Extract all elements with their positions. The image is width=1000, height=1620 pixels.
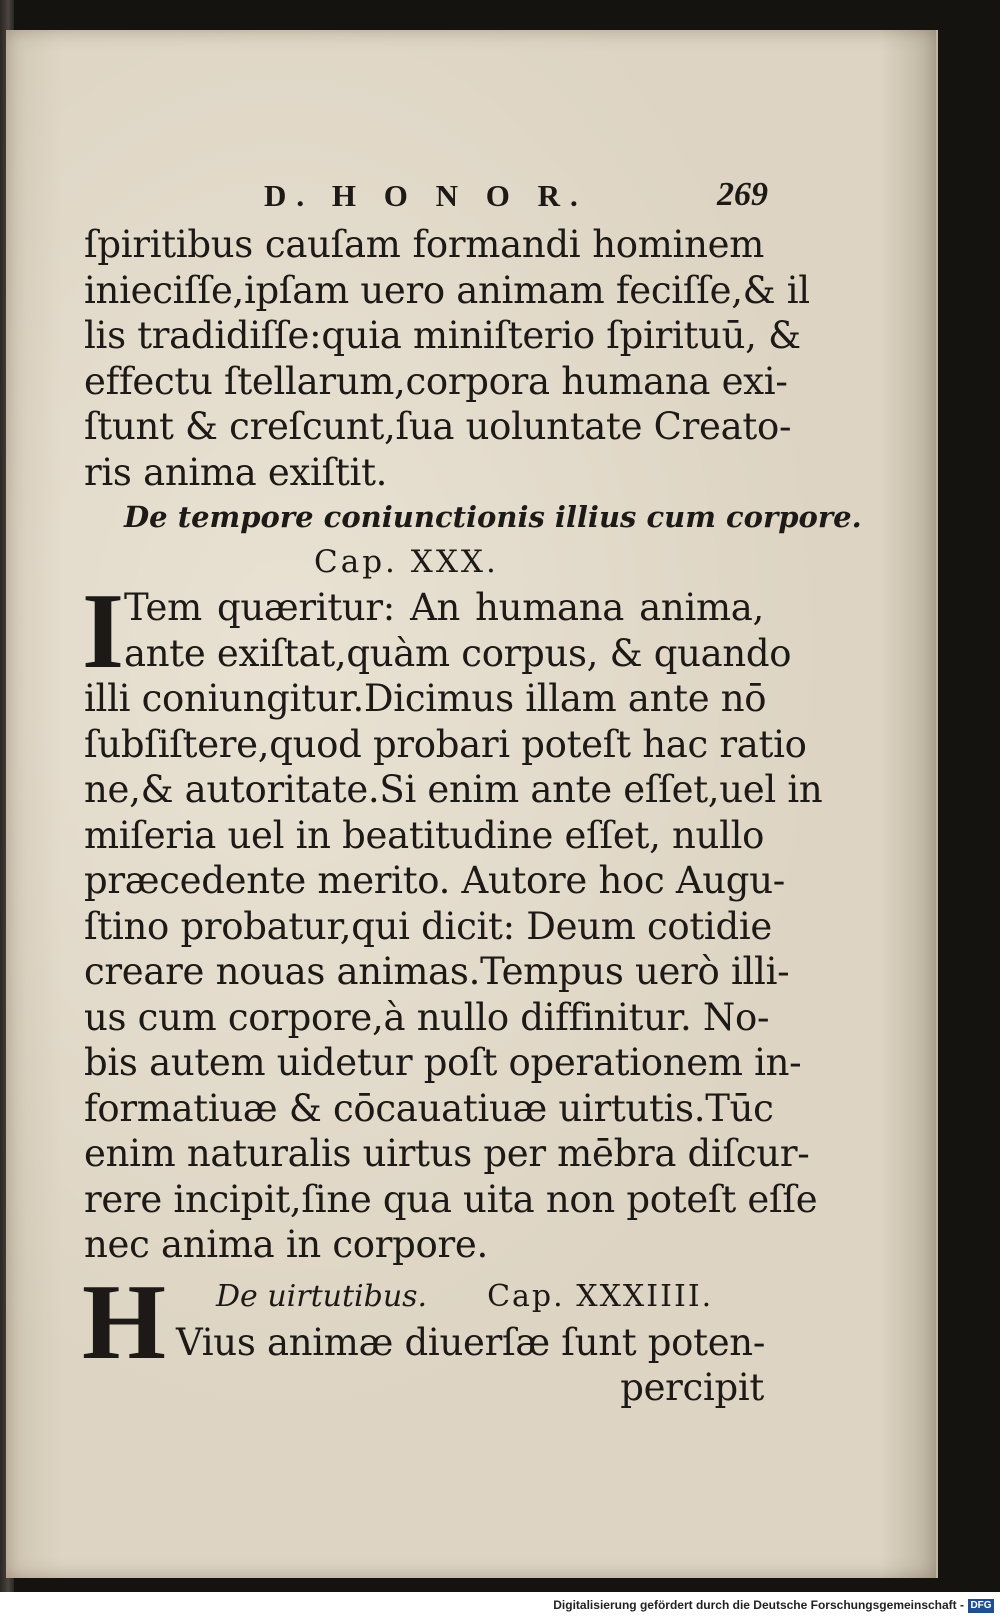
- dfg-logo-icon: DFG: [968, 1599, 994, 1613]
- text-line: bis autem uidetur poſt operationem in-: [84, 1041, 802, 1084]
- text-line: miſeria uel in beatitudine eſſet, nullo: [84, 813, 765, 857]
- section-heading: De uirtutibus.: [216, 1278, 428, 1314]
- text-line: illi coniungitur.Dicimus illam ante nō: [84, 677, 767, 720]
- drop-cap-initial: H: [82, 1262, 167, 1382]
- text-line: ſtino probatur,qui dicit: Deum cotidie: [84, 904, 772, 948]
- text-line: nec anima in corpore.: [84, 1223, 488, 1266]
- text-line: ſubſiſtere,quod probari poteſt hac ratio: [84, 722, 807, 766]
- section-heading: De tempore coniunctionis illius cum corpore.: [124, 500, 862, 534]
- text-line: ſpiritibus cauſam formandi hominem: [84, 223, 764, 266]
- digitization-footer: [0, 1592, 1000, 1620]
- text-line: ne,& autoritate.Si enim ante eſſet,uel in: [84, 768, 823, 811]
- second-section: [82, 1262, 766, 1411]
- text-line: Vius animæ diuerſæ ſunt poten-: [176, 1320, 766, 1364]
- second-section-heading: [84, 1274, 764, 1320]
- book-page: [6, 30, 938, 1578]
- running-head: [84, 170, 768, 222]
- chapter-label: Cap. XXXIIII.: [487, 1278, 714, 1314]
- text-line: ſtunt & creſcunt,ſua uoluntate Creato-: [84, 405, 792, 448]
- page-text-block: [82, 170, 862, 1411]
- text-line: us cum corpore,à nullo diffinitur. No-: [84, 995, 770, 1039]
- text-line: Tem quæritur: An humana anima,: [124, 586, 764, 629]
- text-line: formatiuæ & cōcauatiuæ uirtutis.Tūc: [84, 1086, 774, 1130]
- running-head-title: D. H O N O R.: [264, 178, 588, 213]
- text-line: rere incipit,ſine qua uita non poteſt eſſe: [84, 1177, 818, 1221]
- page-number: 269: [717, 176, 768, 213]
- catchword: percipit: [620, 1366, 764, 1409]
- text-line: enim naturalis uirtus per mēbra diſcur-: [84, 1132, 810, 1175]
- main-paragraph: [82, 572, 823, 1268]
- text-line: inieciſſe,ipſam uero animam feciſſe,& il: [84, 268, 810, 312]
- chapter-label: Cap. XXX.: [314, 544, 499, 580]
- text-line: creare nouas animas.Tempus uerò illi-: [84, 950, 790, 993]
- drop-cap-initial: I: [82, 572, 125, 691]
- top-paragraph: [84, 222, 810, 495]
- text-line: ante exiſtat,quàm corpus, & quando: [124, 631, 792, 675]
- text-line: ris anima exiſtit.: [84, 450, 388, 494]
- text-line: præcedente merito. Autore hoc Augu-: [84, 859, 785, 902]
- text-line: lis tradidiſſe:quia miniſterio ſpirituū, &: [84, 314, 801, 357]
- footer-credit: Digitalisierung gefördert durch die Deutsche Forschungsgemeinschaft -: [553, 1598, 964, 1612]
- text-line: effectu ſtellarum,corpora humana exi-: [84, 359, 788, 403]
